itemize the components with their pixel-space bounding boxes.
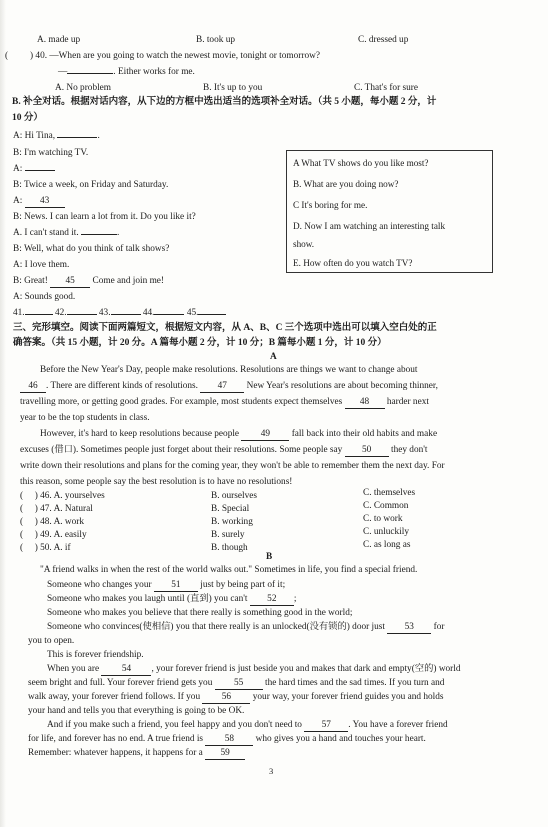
mc-50-c: C. as long as — [363, 540, 411, 550]
passage-b-line-5: Someone who convinces(使相信) you that there really is an unlocked(没有锁的) door just 53 for — [47, 622, 445, 632]
mc-46-b: B. ourselves — [211, 491, 257, 501]
mc-49-b: B. surely — [211, 530, 245, 540]
passage-b-line-8: When you are 54 , your forever friend is just beside you and makes that dark and empty(空的) world — [47, 664, 461, 674]
mc-46-c: C. themselves — [363, 488, 416, 498]
section-3-heading-cont: 确答案。（共 15 小题，计 20 分。A 篇每小题 2 分，计 10 分；B 篇每小题 1 分，计 10 分） — [13, 338, 387, 348]
dialogue-line-7: A. I can't stand it. . — [13, 228, 120, 238]
section-b-heading-cont: 10 分） — [12, 113, 43, 123]
passage-b-line-11: your hand and tells you that everything is going to be OK. — [28, 706, 245, 716]
q40-bracket: ( — [5, 51, 9, 61]
passage-b-line-3: Someone who makes you laugh until (直到) you can't 52 ; — [47, 594, 297, 604]
option-b: B. took up — [196, 35, 235, 45]
passage-a-line-7: write down their resolutions and plans for the coming year, they won't be able to remember them the next day. For — [20, 461, 445, 471]
q40-option-c: C. That's for sure — [354, 83, 418, 93]
mc-48: ( ) 48. A. work — [20, 517, 85, 527]
q40-stem: ) 40. —When are you going to watch the newest movie, tonight or tomorrow? — [30, 51, 320, 61]
passage-b-line-14: Remember: whatever happens, it happens for a 59 — [28, 747, 245, 760]
dialogue-line-4: B: Twice a week, on Friday and Saturday. — [13, 180, 169, 190]
box-option-a: A What TV shows do you like most? — [293, 158, 429, 168]
mc-48-c: C. to work — [363, 514, 403, 524]
box-option-c: C It's boring for me. — [293, 200, 368, 210]
passage-a-line-6: excuses (借口). Sometimes people just forget about their resolutions. Some people say 50 they don't — [20, 445, 428, 455]
page-number: 3 — [269, 766, 274, 776]
passage-b-line-4: Someone who makes you believe that there really is something good in the world; — [47, 608, 353, 618]
section-b-heading: B. 补全对话。根据对话内容，从下边的方框中选出适当的选项补全对话。（共 5 小题，每小题 2 分，计 — [12, 97, 437, 107]
passage-a-line-8: this reason, some people say the best resolution is to have no resolutions! — [20, 477, 293, 487]
dialogue-line-9: A: I love them. — [13, 260, 70, 270]
passage-b-line-7: This is forever friendship. — [47, 650, 144, 660]
dialogue-line-3: A: — [13, 163, 55, 175]
passage-a-line-1: Before the New Year's Day, people make resolutions. Resolutions are things we want to change about — [40, 365, 418, 375]
dialogue-line-2: B: I'm watching TV. — [13, 148, 89, 158]
passage-a-line-3: travelling more, or getting good grades. For example, most students expect themselves 48 harder next — [20, 397, 429, 407]
dialogue-line-10: B: Great! 45 Come and join me! — [13, 276, 165, 286]
dialogue-line-8: B: Well, what do you think of talk shows? — [13, 244, 170, 254]
options-box — [286, 150, 493, 273]
mc-47-c: C. Common — [363, 501, 409, 511]
box-option-d: D. Now I am watching an interesting talk — [293, 221, 446, 231]
box-option-b: B. What are you doing now? — [293, 179, 399, 189]
option-c: C. dressed up — [358, 35, 409, 45]
section-3-heading: 三、完形填空。阅读下面两篇短文，根据短文内容，从 A、B、C 三个选项中选出可以填入空白处的正 — [13, 323, 437, 333]
passage-a-line-2: 46 . There are different kinds of resolutions. 47 New Year's resolutions are about becoming thinner, — [20, 380, 438, 393]
passage-b-label: B — [266, 552, 273, 562]
mc-49: ( ) 49. A. easily — [20, 530, 87, 540]
passage-b-line-6: you to open. — [28, 636, 75, 646]
passage-a-line-5: However, it's hard to keep resolutions because people 49 fall back into their old habits and make — [40, 429, 438, 439]
passage-b-line-1: "A friend walks in when the rest of the world walks out." Sometimes in life, you find a special friend. — [40, 565, 418, 575]
mc-50: ( ) 50. A. if — [20, 543, 71, 553]
mc-47: ( ) 47. A. Natural — [20, 504, 93, 514]
passage-b-line-10: walk away, your forever friend follows. If you 56 your way, your forever friend guides you and holds — [28, 692, 444, 702]
dialogue-line-1: A: Hi Tina, . — [13, 131, 100, 141]
passage-b-line-12: And if you make such a friend, you feel happy and you don't need to 57 . You have a forever friend — [47, 720, 448, 730]
mc-46: ( ) 46. A. yourselves — [20, 491, 105, 501]
passage-a-line-4: year to be the top students in class. — [20, 413, 150, 423]
passage-b-line-9: seem bright and full. Your forever friend gets you 55 the hard times and the sad times. If you turn and — [28, 678, 445, 688]
dialogue-line-11: A: Sounds good. — [13, 292, 76, 302]
q40-reply: — . Either works for me. — [58, 67, 195, 77]
passage-b-line-13: for life, and forever has no end. A true friend is 58 who gives you a hand and touches your heart. — [28, 734, 426, 744]
q40-option-a: A. No problem — [55, 83, 112, 93]
page-fold-shadow — [0, 0, 9, 827]
answers-line: 41. 42. 43. 44. 45. — [13, 307, 226, 319]
box-option-d-cont: show. — [293, 239, 315, 249]
dialogue-line-6: B: News. I can learn a lot from it. Do you like it? — [13, 212, 196, 222]
mc-49-c: C. unluckily — [363, 527, 409, 537]
mc-48-b: B. working — [211, 517, 253, 527]
q40-option-b: B. It's up to you — [203, 83, 263, 93]
mc-47-b: B. Special — [211, 504, 250, 514]
option-a: A. made up — [37, 35, 81, 45]
box-option-e: E. How often do you watch TV? — [293, 258, 413, 268]
mc-50-b: B. though — [211, 543, 248, 553]
passage-a-label: A — [270, 352, 277, 362]
dialogue-line-5: A: 43 — [13, 195, 65, 208]
passage-b-line-2: Someone who changes your 51 just by being part of it; — [47, 580, 286, 590]
